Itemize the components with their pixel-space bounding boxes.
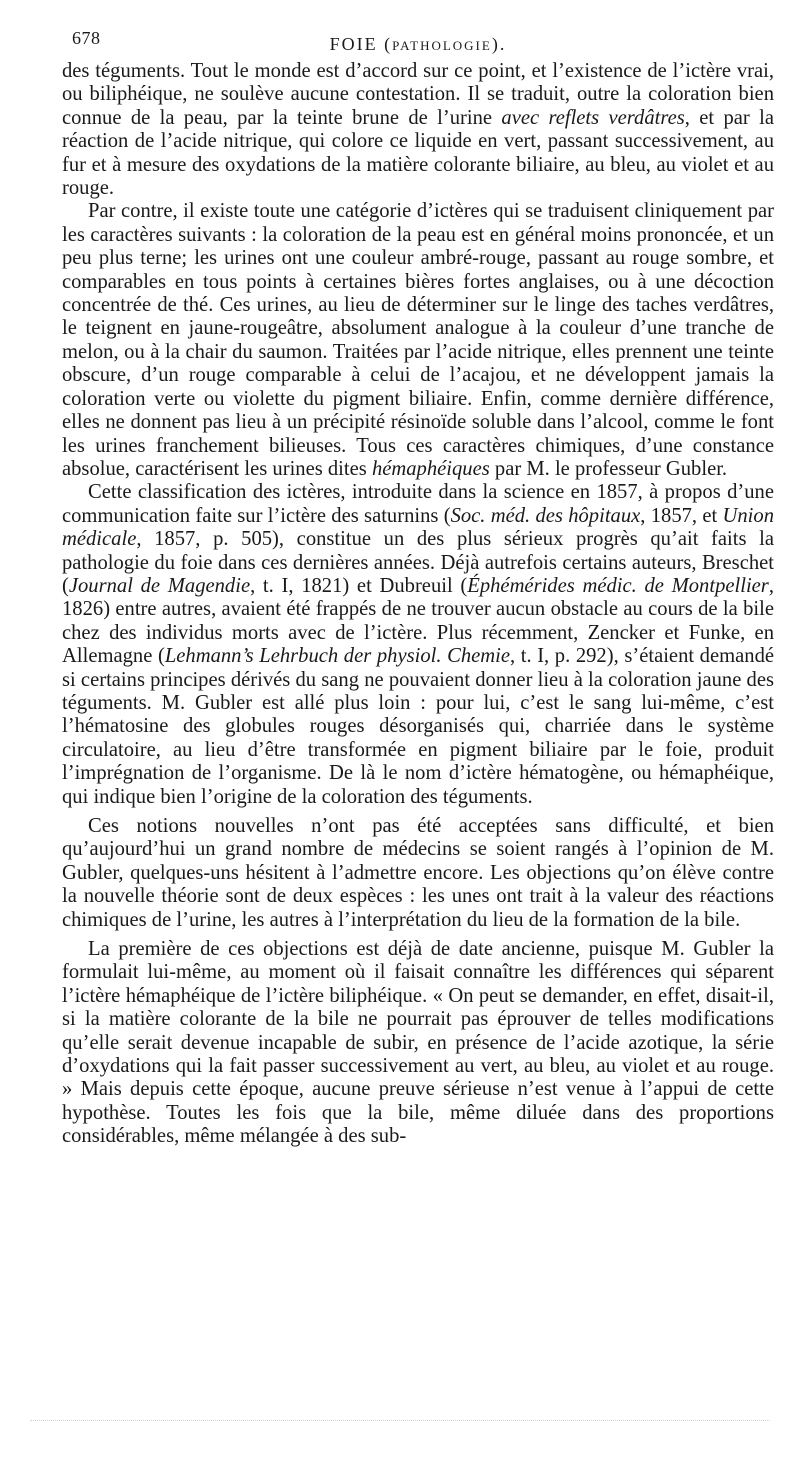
italic-text: avec reflets verdâtres (501, 106, 685, 129)
text-segment: , t. I, 1821) et Dubreuil ( (250, 574, 468, 597)
italic-text: Lehmann’s Lehrbuch der physiol. Chemie (164, 645, 510, 668)
text-segment: , 1857, p. 505), constitue un des plus sérieux progrès qu’ait faits la pathologie du foie dans ces dernières années. Déjà autrefois certains auteurs, Breschet ( (62, 528, 774, 597)
text-segment: Par contre, il existe toute une catégorie d’ictères qui se traduisent cliniquement par les caractères suivants : la coloration de la peau est en général moins prononcée, et un peu plus terne; les urines ont une couleur ambré-rouge, passant au rouge sombre, et comparables en tous points à certaines bières fortes anglaises, ou à une décoction concentrée de thé. Ces urines, au lieu de déterminer sur le linge des taches verdâtres, le teignent en jaune-rougeâtre, absolument analogue à la couleur d’une tranche de melon, ou à la chair du saumon. Traitées par l’acide nitrique, elles prennent une teinte obscure, d’un rouge comparable à celui de l’acajou, et ne développent jamais la coloration verte ou violette du pigment biliaire. Enfin, comme dernière différence, elles ne donnent pas lieu à un précipité résinoïde soluble dans l’alcool, comme le font les urines franchement bilieuses. Tous ces caractères chimiques, d’une constance absolue, caractérisent les urines dites (62, 200, 774, 480)
text-segment: , 1826) entre autres, avaient été frappés de ne trouver aucun obstacle au cours de la bile chez des individus morts avec de l’ictère. Plus récemment, Zencker et Funke, en Allemagne ( (62, 574, 774, 668)
running-head-sub: PATHOLOGIE (392, 38, 492, 53)
text-segment: par M. le professeur Gubler. (489, 457, 728, 480)
paragraph (62, 815, 774, 932)
page-header (62, 22, 774, 60)
running-head-end: ). (491, 34, 507, 54)
paragraph (62, 60, 774, 200)
italic-text: Soc. méd. des hôpitaux (450, 504, 641, 527)
italic-text: Éphémérides médic. de Montpellier (467, 574, 769, 597)
paragraph (62, 938, 774, 1149)
book-page (62, 22, 774, 1149)
running-head (62, 34, 774, 55)
italic-text: Journal de Magendie (68, 574, 251, 597)
text-segment: Ces notions nouvelles n’ont pas été acceptées sans difficulté, et bien qu’aujourd’hui un grand nombre de médecins se soient rangés à l’opinion de M. Gubler, quelques-uns hésitent à l’admettre encore. Les objections qu’on élève contre la nouvelle théorie sont de deux espèces : les unes ont trait à la valeur des réactions chimiques de l’urine, les autres à l’interprétation du lieu de la formation de la bile. (62, 815, 774, 931)
text-segment: La première de ces objections est déjà de date ancienne, puisque M. Gubler la formulait lui-même, au moment où il faisait connaître les différences qui séparent l’ictère hémaphéique de l’ictère biliphéique. « On peut se demander, en effet, disait-il, si la matière colorante de la bile ne pourrait pas éprouver de telles modifications qu’elle serait devenue incapable de subir, en présence de l’acide azotique, la série d’oxydations qui la fait passer successivement au vert, au bleu, au violet et au rouge. » Mais depuis cette époque, aucune preuve sérieuse n’est venue à l’appui de cette hypothèse. Toutes les fois que la bile, même diluée dans des proportions considérables, même mélangée à des sub- (62, 938, 774, 1148)
italic-text: Union médicale (62, 504, 774, 551)
paragraph (62, 200, 774, 481)
paragraph (62, 481, 774, 809)
text-segment: , t. I, p. 292), s’étaient demandé si certains principes dérivés du sang ne pouvaient donner lieu à la coloration jaune des téguments. M. Gubler est allé plus loin : pour lui, c’est le sang lui-même, c’est l’hématosine des globules rouges désorganisés qui, charriée dans le système circulatoire, au lieu d’être transformée en pigment biliaire par le foie, produit l’imprégnation de l’organisme. De là le nom d’ictère hématogène, ou hémaphéique, qui indique bien l’origine de la coloration des téguments. (62, 645, 775, 808)
body-text (62, 60, 774, 1149)
page-number: 678 (72, 28, 101, 48)
running-head-main: FOIE ( (329, 34, 393, 54)
italic-text: hémaphéiques (371, 457, 490, 480)
text-segment: , 1857, et (640, 504, 723, 527)
text-segment: , et par la réaction de l’acide nitrique, qui colore ce liquide en vert, passant successivement, au fur et à mesure des oxydations de la matière colorante biliaire, au bleu, au violet et au rouge. (62, 106, 774, 200)
text-segment: Cette classification des ictères, introduite dans la science en 1857, à propos d’une communication faite sur l’ictère des saturnins ( (62, 481, 774, 527)
text-segment: des téguments. Tout le monde est d’accord sur ce point, et l’existence de l’ictère vrai, ou biliphéique, ne soulève aucune contestation. Il se traduit, outre la coloration bien connue de la peau, par la teinte brune de l’urine (62, 60, 774, 129)
scan-edge-divider (30, 1420, 770, 1424)
